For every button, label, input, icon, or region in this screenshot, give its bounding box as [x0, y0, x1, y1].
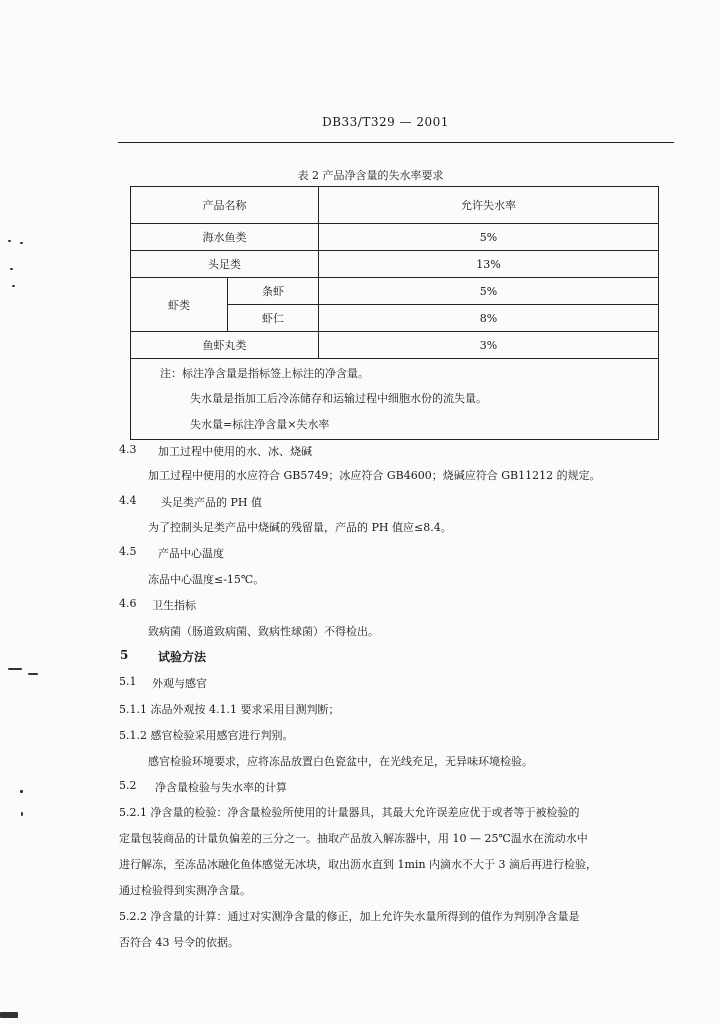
paragraph-line: 5.2.2 净含量的计算：通过对实测净含量的修正，加上允许失水量所得到的值作为判别净含量是: [119, 910, 580, 923]
document-code: DB33/T329 — 2001: [322, 115, 449, 129]
rate-cell: 5%: [319, 278, 659, 305]
table-row: [131, 332, 659, 359]
chapter-number: 5: [120, 648, 129, 662]
group-cell: 虾类: [131, 278, 228, 332]
paragraph: 冻品中心温度≤-15℃。: [148, 573, 265, 586]
column-header: 产品名称: [131, 187, 319, 224]
section-title: 产品中心温度: [158, 547, 224, 560]
scan-speck: [12, 285, 15, 287]
paragraph-line: 5.2.1 净含量的检验：净含量检验所使用的计量器具，其最大允许误差应优于或者等于被检验的: [119, 806, 580, 819]
table-header-row: [131, 187, 659, 224]
rate-cell: 5%: [319, 224, 659, 251]
paragraph: 5.1.2 感官检验采用感官进行判别。: [119, 729, 294, 742]
section-number: 5.1: [119, 675, 137, 688]
paragraph: 5.1.1 冻品外观按 4.1.1 要求采用目测判断；: [119, 703, 340, 716]
table-note: 失水量是指加工后冷冻储存和运输过程中细胞水份的流失量。: [190, 392, 487, 405]
column-header: 允许失水率: [319, 187, 659, 224]
header-rule: [118, 142, 674, 143]
product-name-cell: 头足类: [131, 251, 319, 278]
section-number: 4.3: [119, 443, 137, 456]
section-title: 外观与感官: [152, 677, 207, 690]
scan-speck: [20, 242, 23, 244]
paragraph-line: 通过检验得到实测净含量。: [119, 884, 251, 897]
scan-speck: [10, 268, 13, 270]
section-number: 5.2: [119, 779, 137, 792]
scan-speck: [8, 668, 22, 670]
paragraph: 致病菌（肠道致病菌、致病性球菌）不得检出。: [148, 625, 379, 638]
section-title: 卫生指标: [152, 599, 196, 612]
paragraph-line: 定量包装商品的计量负偏差的三分之一。抽取产品放入解冻器中，用 10 — 25℃温水在流动水中: [119, 832, 588, 845]
product-name-cell: 虾仁: [228, 305, 319, 332]
paragraph: 感官检验环境要求，应将冻品放置白色瓷盆中，在光线充足，无异味环境检验。: [148, 755, 533, 768]
section-number: 4.6: [119, 597, 137, 610]
table-note: 注：标注净含量是指标签上标注的净含量。: [160, 367, 369, 380]
table-row: [131, 278, 659, 305]
table-note: 失水量=标注净含量×失水率: [190, 418, 330, 431]
section-number: 4.4: [119, 494, 137, 507]
paragraph-line: 否符合 43 号令的依据。: [119, 936, 239, 949]
rate-cell: 13%: [319, 251, 659, 278]
paragraph: 加工过程中使用的水应符合 GB5749；冰应符合 GB4600；烧碱应符合 GB11212 的规定。: [148, 469, 601, 482]
rate-cell: 3%: [319, 332, 659, 359]
scan-speck: [20, 790, 23, 793]
product-name-cell: 海水鱼类: [131, 224, 319, 251]
scan-speck: [0, 1012, 18, 1018]
scan-speck: [21, 812, 23, 816]
paragraph: 为了控制头足类产品中烧碱的残留量，产品的 PH 值应≤8.4。: [148, 521, 452, 534]
rate-cell: 8%: [319, 305, 659, 332]
scan-speck: [28, 673, 38, 675]
paragraph-line: 进行解冻，至冻品冰融化鱼体感觉无冰块，取出沥水直到 1min 内滴水不大于 3 滴后再进行检验，: [119, 858, 598, 871]
section-title: 头足类产品的 PH 值: [161, 496, 262, 509]
chapter-title: 试验方法: [158, 650, 207, 664]
section-title: 加工过程中使用的水、冰、烧碱: [158, 445, 312, 458]
product-name-cell: 鱼虾丸类: [131, 332, 319, 359]
table-caption: 表 2 产品净含量的失水率要求: [297, 169, 444, 182]
product-name-cell: 条虾: [228, 278, 319, 305]
section-title: 净含量检验与失水率的计算: [155, 781, 287, 794]
scan-speck: [8, 240, 11, 242]
table-row: [131, 224, 659, 251]
table-row: [131, 251, 659, 278]
section-number: 4.5: [119, 545, 137, 558]
